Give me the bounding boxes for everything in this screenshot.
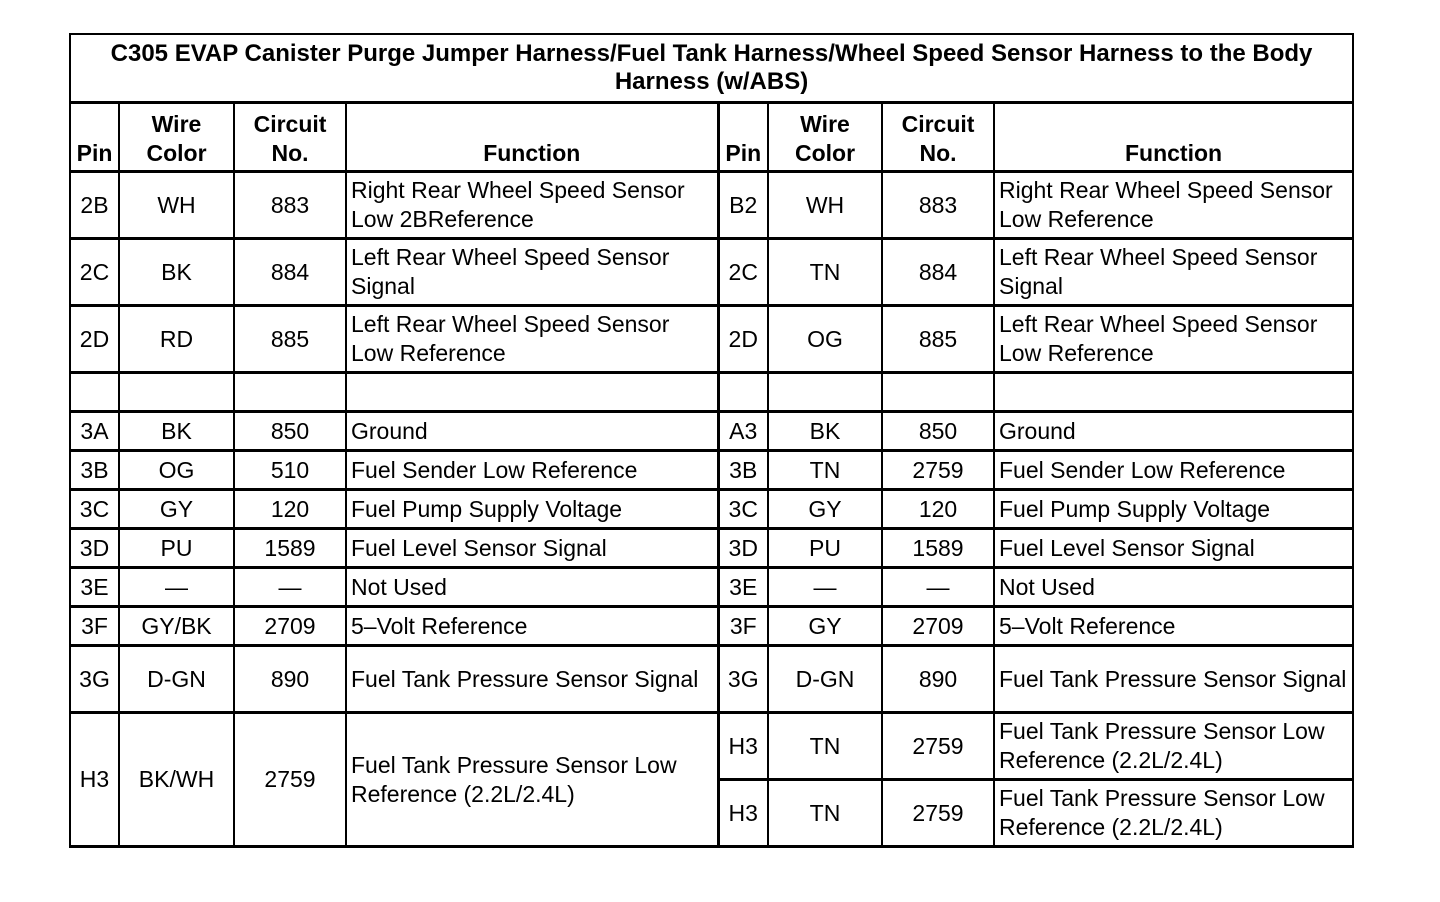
wire-color-cell: BK/WH	[119, 713, 234, 847]
wire-color-cell: D-GN	[768, 646, 882, 713]
circuit-cell: 2759	[234, 713, 346, 847]
wire-color-cell: GY	[768, 490, 882, 529]
circuit-cell: —	[882, 568, 994, 607]
wire-color-cell: OG	[768, 306, 882, 373]
wire-color-cell: —	[768, 568, 882, 607]
function-cell	[994, 373, 1353, 412]
function-cell: Left Rear Wheel Speed Sensor Low Reference	[346, 306, 718, 373]
header-circuit-no-left: Circuit No.	[234, 103, 346, 172]
table-row-empty	[70, 373, 1353, 412]
circuit-cell: 883	[234, 172, 346, 239]
wire-color-cell	[119, 373, 234, 412]
table-row	[70, 412, 1353, 451]
table-row	[70, 646, 1353, 713]
wire-color-cell: RD	[119, 306, 234, 373]
function-cell: Not Used	[994, 568, 1353, 607]
table-row	[70, 568, 1353, 607]
wire-color-cell: PU	[119, 529, 234, 568]
pin-cell	[70, 373, 119, 412]
wire-color-cell: BK	[119, 412, 234, 451]
pin-cell	[718, 373, 768, 412]
circuit-cell: 2709	[234, 607, 346, 646]
table-row	[70, 490, 1353, 529]
function-cell: Fuel Level Sensor Signal	[346, 529, 718, 568]
circuit-cell	[234, 373, 346, 412]
pin-cell: 3C	[718, 490, 768, 529]
pin-cell: 2C	[70, 239, 119, 306]
wire-color-cell: BK	[119, 239, 234, 306]
table-row	[70, 451, 1353, 490]
pin-cell: 2D	[718, 306, 768, 373]
table-row	[70, 172, 1353, 239]
circuit-cell	[882, 373, 994, 412]
pin-cell: A3	[718, 412, 768, 451]
header-pin-left: Pin	[70, 103, 119, 172]
wire-color-cell: —	[119, 568, 234, 607]
pin-cell: 3B	[70, 451, 119, 490]
circuit-cell: 883	[882, 172, 994, 239]
table-row	[70, 713, 1353, 780]
wire-color-cell: TN	[768, 780, 882, 847]
circuit-cell: 885	[882, 306, 994, 373]
circuit-cell: —	[234, 568, 346, 607]
wire-color-cell: TN	[768, 239, 882, 306]
function-cell: Right Rear Wheel Speed Sensor Low 2BReference	[346, 172, 718, 239]
table-row	[70, 306, 1353, 373]
header-function-right: Function	[994, 103, 1353, 172]
pin-cell: 3G	[70, 646, 119, 713]
pin-cell: 3A	[70, 412, 119, 451]
function-cell: 5–Volt Reference	[994, 607, 1353, 646]
wire-color-cell	[768, 373, 882, 412]
function-cell: Not Used	[346, 568, 718, 607]
circuit-cell: 2759	[882, 713, 994, 780]
function-cell: Left Rear Wheel Speed Sensor Low Reference	[994, 306, 1353, 373]
wire-color-cell: TN	[768, 713, 882, 780]
pin-cell: 2B	[70, 172, 119, 239]
circuit-cell: 120	[882, 490, 994, 529]
pin-cell: H3	[718, 713, 768, 780]
header-function-left: Function	[346, 103, 718, 172]
circuit-cell: 510	[234, 451, 346, 490]
circuit-cell: 884	[234, 239, 346, 306]
function-cell: Fuel Sender Low Reference	[346, 451, 718, 490]
circuit-cell: 1589	[234, 529, 346, 568]
table-row	[70, 529, 1353, 568]
function-cell: 5–Volt Reference	[346, 607, 718, 646]
pin-cell: 3F	[70, 607, 119, 646]
pin-cell: 3D	[70, 529, 119, 568]
circuit-cell: 885	[234, 306, 346, 373]
circuit-cell: 890	[882, 646, 994, 713]
function-cell: Fuel Pump Supply Voltage	[346, 490, 718, 529]
pin-cell: 3F	[718, 607, 768, 646]
header-wire-color-left: Wire Color	[119, 103, 234, 172]
wire-color-cell: WH	[768, 172, 882, 239]
wire-color-cell: TN	[768, 451, 882, 490]
pin-cell: 3G	[718, 646, 768, 713]
circuit-cell: 884	[882, 239, 994, 306]
header-circuit-no-right: Circuit No.	[882, 103, 994, 172]
function-cell: Fuel Pump Supply Voltage	[994, 490, 1353, 529]
wire-color-cell: OG	[119, 451, 234, 490]
pin-cell: 3E	[70, 568, 119, 607]
header-pin-right: Pin	[718, 103, 768, 172]
function-cell: Left Rear Wheel Speed Sensor Signal	[994, 239, 1353, 306]
circuit-cell: 850	[234, 412, 346, 451]
function-cell: Fuel Tank Pressure Sensor Low Reference (2.2L/2.4L)	[346, 713, 718, 847]
table-row	[70, 239, 1353, 306]
function-cell	[346, 373, 718, 412]
circuit-cell: 1589	[882, 529, 994, 568]
wire-color-cell: PU	[768, 529, 882, 568]
connector-table-document	[69, 33, 1352, 848]
pin-cell: 2C	[718, 239, 768, 306]
pin-cell: 3C	[70, 490, 119, 529]
pin-cell: H3	[718, 780, 768, 847]
function-cell: Right Rear Wheel Speed Sensor Low Reference	[994, 172, 1353, 239]
wire-color-cell: WH	[119, 172, 234, 239]
wire-color-cell: GY	[119, 490, 234, 529]
circuit-cell: 2709	[882, 607, 994, 646]
function-cell: Left Rear Wheel Speed Sensor Signal	[346, 239, 718, 306]
function-cell: Ground	[346, 412, 718, 451]
function-cell: Fuel Tank Pressure Sensor Low Reference (2.2L/2.4L)	[994, 713, 1353, 780]
pin-cell: 2D	[70, 306, 119, 373]
wire-color-cell: GY/BK	[119, 607, 234, 646]
pin-cell: 3E	[718, 568, 768, 607]
circuit-cell: 120	[234, 490, 346, 529]
circuit-cell: 850	[882, 412, 994, 451]
function-cell: Fuel Tank Pressure Sensor Signal	[994, 646, 1353, 713]
connector-pinout-table	[69, 33, 1354, 848]
function-cell: Fuel Tank Pressure Sensor Low Reference (2.2L/2.4L)	[994, 780, 1353, 847]
function-cell: Fuel Sender Low Reference	[994, 451, 1353, 490]
pin-cell: B2	[718, 172, 768, 239]
pin-cell: 3D	[718, 529, 768, 568]
function-cell: Fuel Tank Pressure Sensor Signal	[346, 646, 718, 713]
function-cell: Ground	[994, 412, 1353, 451]
circuit-cell: 890	[234, 646, 346, 713]
wire-color-cell: BK	[768, 412, 882, 451]
wire-color-cell: D-GN	[119, 646, 234, 713]
circuit-cell: 2759	[882, 780, 994, 847]
pin-cell: 3B	[718, 451, 768, 490]
table-row	[70, 607, 1353, 646]
pin-cell: H3	[70, 713, 119, 847]
table-title: C305 EVAP Canister Purge Jumper Harness/Fuel Tank Harness/Wheel Speed Sensor Harness to the Body Harness (w/ABS)	[70, 34, 1353, 103]
circuit-cell: 2759	[882, 451, 994, 490]
function-cell: Fuel Level Sensor Signal	[994, 529, 1353, 568]
header-wire-color-right: Wire Color	[768, 103, 882, 172]
wire-color-cell: GY	[768, 607, 882, 646]
